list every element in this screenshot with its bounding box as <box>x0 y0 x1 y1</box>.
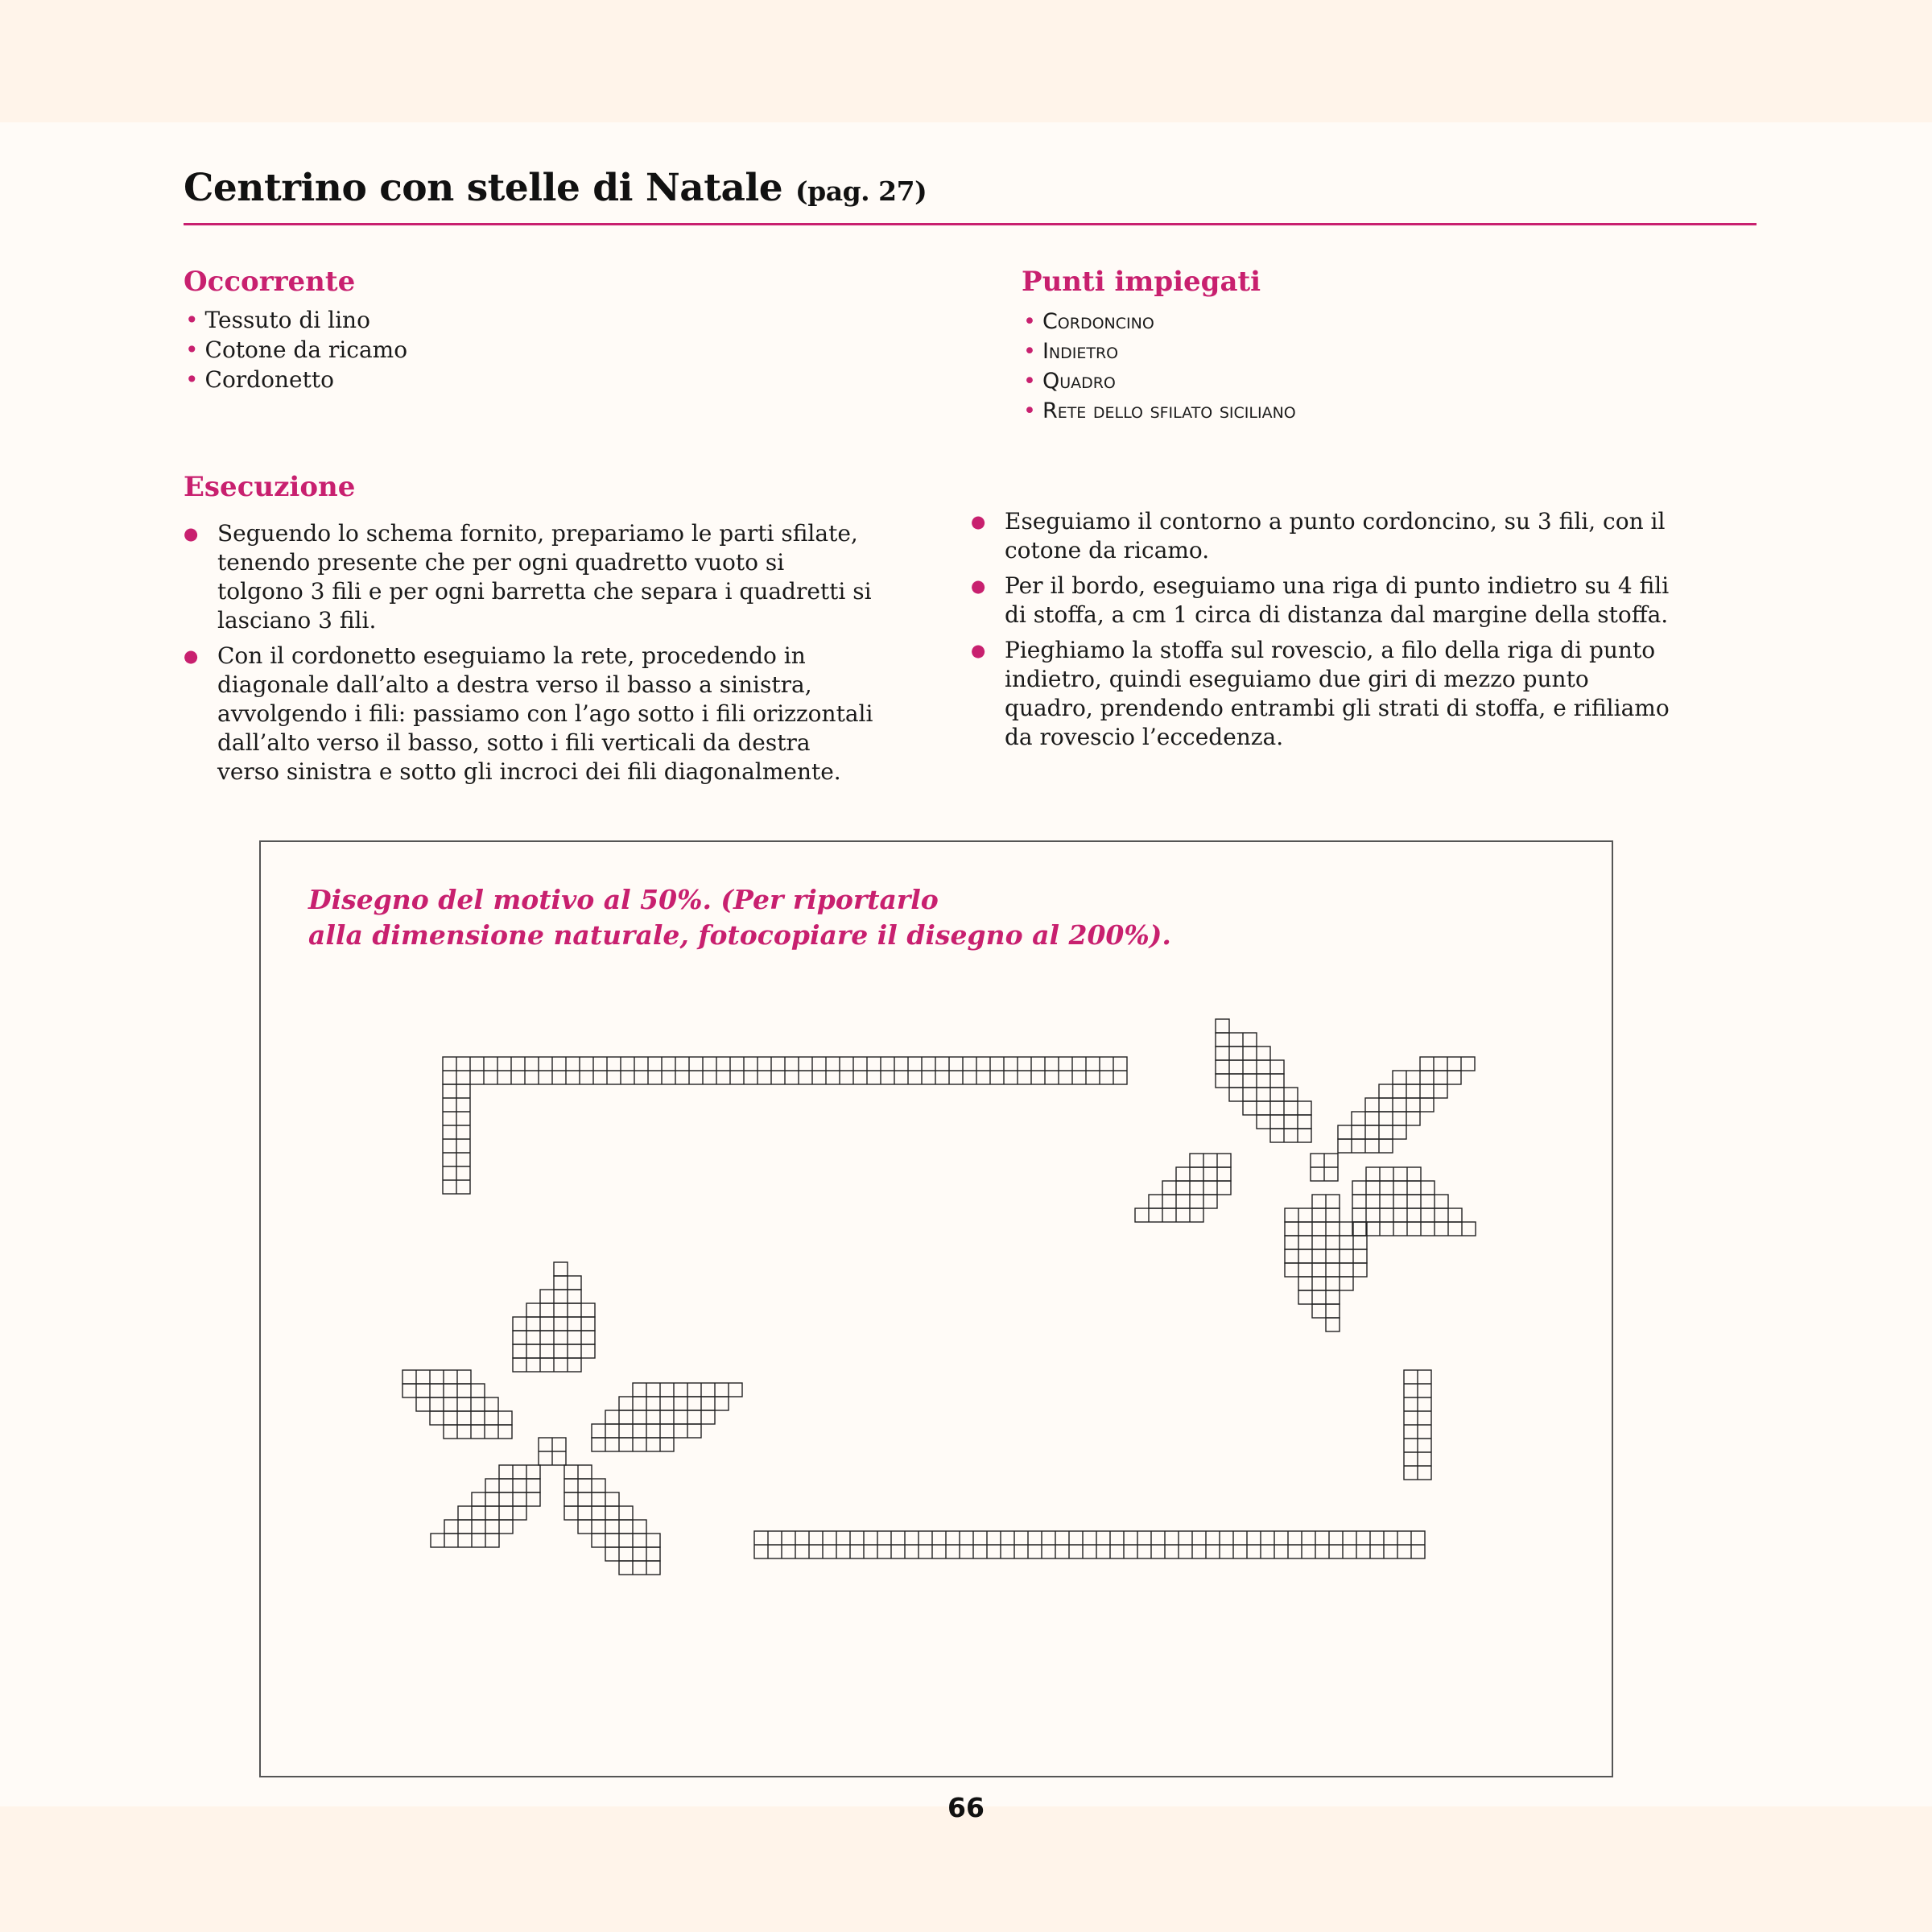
border-corner-bottom-right <box>754 1370 1431 1558</box>
border-corner-top-left <box>443 1057 1127 1194</box>
materials-heading: Occorrente <box>184 266 356 298</box>
execution-step: ● Seguendo lo schema fornito, prepariamo le parti sfilate, tenendo presente che per ogni quadretto vuoto si tolgono 3 fili e per ogni barretta che separa i quadretti si lasciano 3 fili. <box>184 519 876 635</box>
star-motif-top-right <box>1135 1019 1476 1331</box>
materials-item: • Tessuto di lino <box>185 305 407 335</box>
figure-caption-line: Disegno del motivo al 50%. (Per riportarlo <box>308 884 939 915</box>
star-motif-bottom-left <box>402 1262 742 1575</box>
page-number: 66 <box>947 1792 985 1823</box>
stitches-item: • Quadro <box>1023 366 1296 396</box>
materials-item: • Cotone da ricamo <box>185 335 407 365</box>
execution-step: ● Eseguiamo il contorno a punto cordoncino, su 3 fili, con il cotone da ricamo. <box>971 507 1679 565</box>
stitches-item: • Rete dello sfilato siciliano <box>1023 396 1296 426</box>
stitches-heading: Punti impiegati <box>1022 266 1261 298</box>
figure-caption-line: alla dimensione naturale, fotocopiare il disegno al 200%). <box>308 919 1171 951</box>
title-page-reference: (pag. 27) <box>795 175 927 207</box>
title-text: Centrino con stelle di Natale <box>184 166 783 210</box>
execution-step: ● Pieghiamo la stoffa sul rovescio, a filo della riga di punto indietro, quindi eseguiamo due giri di mezzo punto quadro, prendendo entrambi gli strati di stoffa, e rifiliamo da rovescio l’eccedenza. <box>971 636 1679 752</box>
stitches-item: • Indietro <box>1023 336 1296 366</box>
execution-step: ● Con il cordonetto eseguiamo la rete, procedendo in diagonale dall’alto a destra verso il basso a sinistra, avvolgendo i fili: passiamo con l’ago sotto i fili orizzontali dall’alto verso il basso, sotto i fili verticali da destra verso sinistra e sotto gli incroci dei fili diagonalmente. <box>184 642 876 786</box>
execution-heading: Esecuzione <box>184 471 356 503</box>
stitches-item: • Cordoncino <box>1023 307 1296 336</box>
materials-item: • Cordonetto <box>185 365 407 394</box>
execution-step: ● Per il bordo, eseguiamo una riga di punto indietro su 4 fili di stoffa, a cm 1 circa di distanza dal margine della stoffa. <box>971 572 1679 630</box>
